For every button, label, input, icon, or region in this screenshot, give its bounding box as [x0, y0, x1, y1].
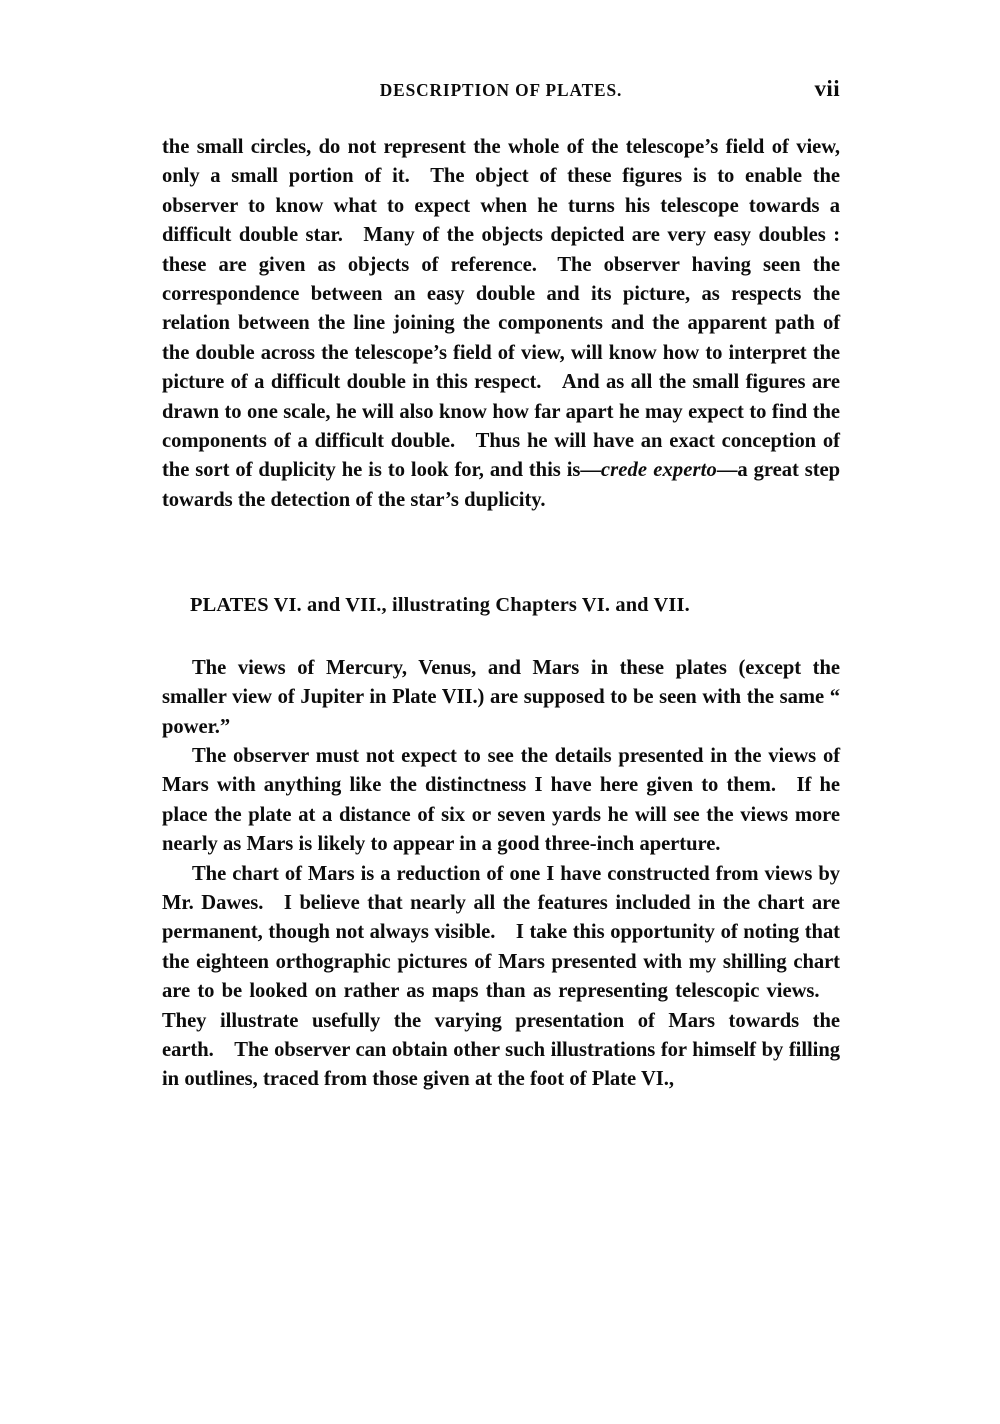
paragraph-observer-expectations: The observer must not expect to see the details presented in the views of Mars with anything like the distinctness I have here given to them. If he place the plate at a distance of six or seven yards he will see the views more nearly as Mars is likely to appear in a good three-inch aperture.	[162, 744, 840, 856]
paragraph-continuation	[162, 133, 840, 515]
page-number: vii	[814, 76, 840, 101]
paragraph-mars-chart: The chart of Mars is a reduction of one I have constructed from views by Mr. Dawes. I believe that nearly all the features included in the chart are permanent, though not always visible. I take this opportunity of noting that the eighteen orthographic pictures of Mars presented with my shilling chart are to be looked on rather as maps than as representing telescopic views. They illustrate usefully the varying presentation of Mars towards the earth. The observer can obtain other such illustrations for himself by filling in outlines, traced from those given at the foot of Plate VI.,	[162, 862, 840, 1091]
running-head-title: DESCRIPTION OF PLATES.	[379, 80, 623, 100]
body-text-column	[162, 133, 840, 1095]
latin-phrase: crede experto	[600, 459, 717, 482]
paragraph-plates-views: The views of Mercury, Venus, and Mars in these plates (except the smaller view of Jupiter in Plate VII.) are supposed to be seen with the same “ power.”	[162, 656, 840, 738]
spacer-above-heading	[162, 515, 840, 591]
paragraph-1-text-after-latin: —a great step towards the detection of the star’s duplicity.	[162, 459, 840, 511]
section-heading: PLATES VI. and VII., illustrating Chapters VI. and VII.	[190, 594, 690, 617]
paragraph-1-text-before-latin: the small circles, do not represent the whole of the telescope’s field of view, only a small portion of it. The object of these figures is to enable the observer to know what to expect when he turns his telescope towards a difficult double star. Many of the objects depicted are very easy doubles : these are given as objects of reference. The observer having seen the correspondence between an easy double and its picture, as respects the relation between the line joining the components and the apparent path of the double across the telescope’s field of view, will know how to interpret the picture of a difficult double in this respect. And as all the small figures are drawn to one scale, he will also know how far apart he may expect to find the components of a difficult double. Thus he will have an exact conception of the sort of duplicity he is to look for, and this is—	[162, 136, 840, 482]
running-head	[162, 76, 840, 110]
spacer-below-heading	[162, 621, 840, 654]
